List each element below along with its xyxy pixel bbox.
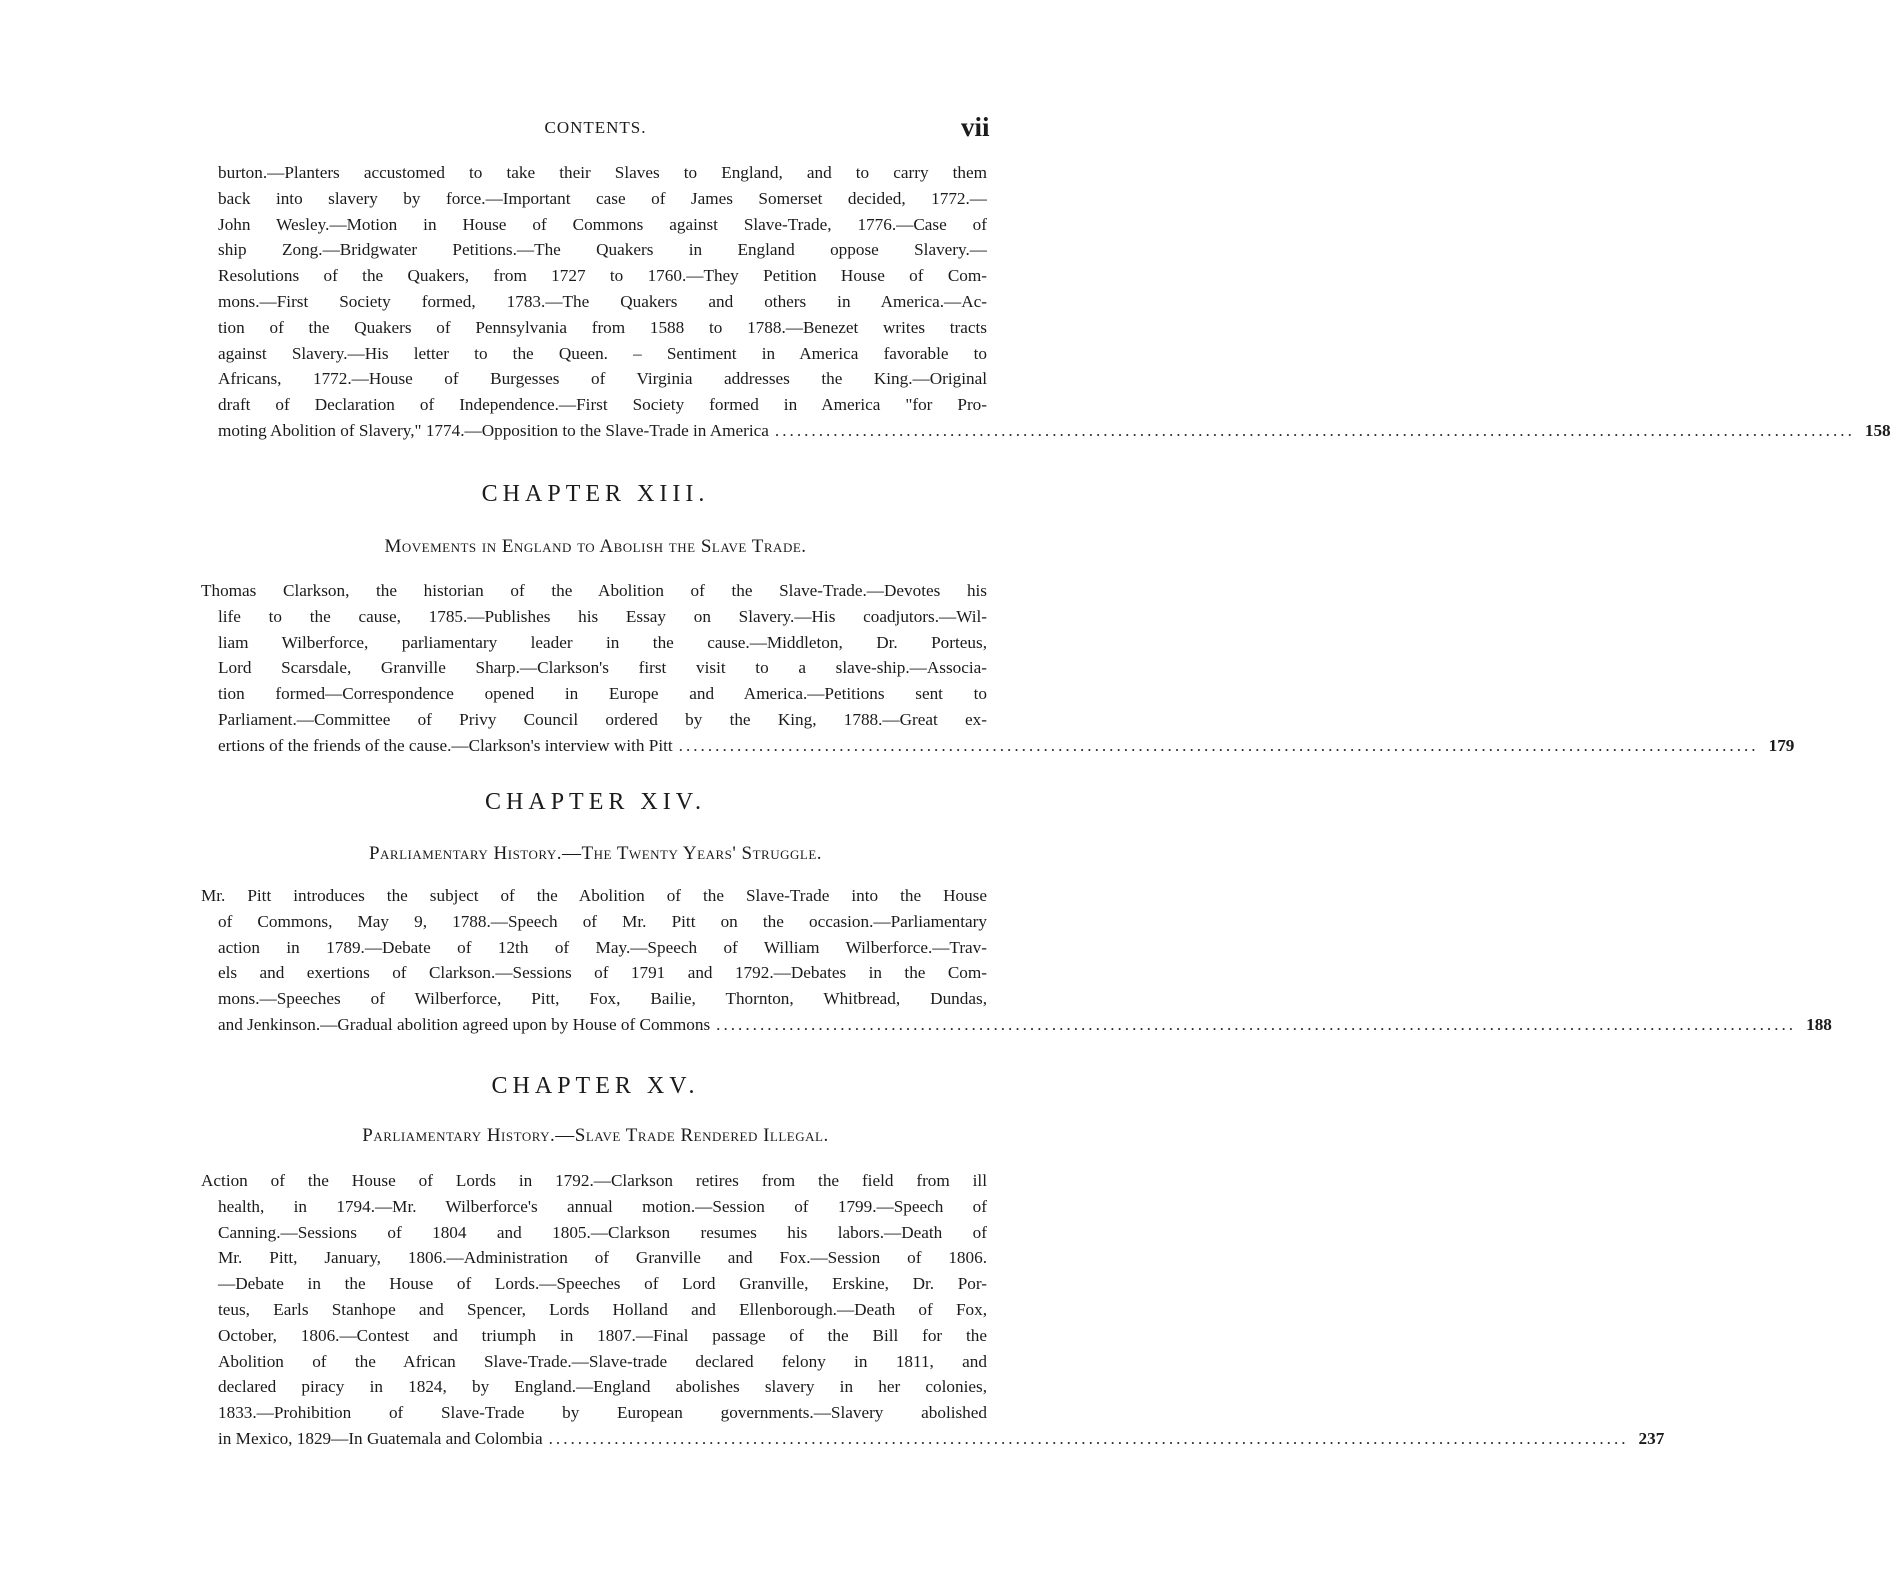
text-line: declared piracy in 1824, by England.—England abolishes slavery in her colonies, (218, 1377, 987, 1397)
text-line: ship Zong.—Bridgwater Petitions.—The Quakers in England oppose Slavery.— (218, 240, 987, 260)
toc-entry-last-line: in Mexico, 1829—In Guatemala and Colombia ..... 237 (218, 1426, 987, 1452)
toc-entry-last-line: ertions of the friends of the cause.—Clarkson's interview with Pitt ..... 179 (218, 733, 987, 759)
dot-leader (679, 733, 1759, 759)
text-line: back into slavery by force.—Important case of James Somerset decided, 1772.— (218, 188, 987, 208)
text-line: teus, Earls Stanhope and Spencer, Lords Holland and Ellenborough.—Death of Fox, (218, 1299, 987, 1319)
text-line: life to the cause, 1785.—Publishes his Essay on Slavery.—His coadjutors.—Wil- (218, 606, 987, 626)
text-line: Africans, 1772.—House of Burgesses of Virginia addresses the King.—Original (218, 369, 987, 389)
text-line: liam Wilberforce, parliamentary leader in the cause.—Middleton, Dr. Porteus, (218, 632, 987, 652)
chapter-xii-continuation (218, 160, 1891, 444)
text-line: John Wesley.—Motion in House of Commons against Slave-Trade, 1776.—Case of (218, 214, 987, 234)
dot-leader (549, 1426, 1629, 1452)
toc-entry-last-line: moting Abolition of Slavery," 1774.—Opposition to the Slave-Trade in America ..... 158 (218, 418, 987, 444)
chapter-summary (201, 883, 1832, 1038)
chapter-heading: CHAPTER XIV. (485, 789, 706, 815)
text-line: burton.—Planters accustomed to take their Slaves to England, and to carry them (218, 163, 987, 182)
text-line: of Commons, May 9, 1788.—Speech of Mr. Pitt on the occasion.—Parliamentary (218, 911, 987, 931)
text-line: tion of the Quakers of Pennsylvania from 1588 to 1788.—Benezet writes tracts (218, 317, 987, 337)
toc-page-ref: 158 (1864, 420, 1891, 440)
text-line: Thomas Clarkson, the historian of the Abolition of the Slave-Trade.—Devotes his (201, 581, 987, 600)
page-number: vii (961, 112, 990, 142)
toc-entry-last-line: and Jenkinson.—Gradual abolition agreed upon by House of Commons ..... 188 (218, 1012, 987, 1038)
text-line: Action of the House of Lords in 1792.—Clarkson retires from the field from ill (201, 1171, 987, 1190)
running-head (0, 112, 1191, 142)
running-title: CONTENTS. (544, 118, 647, 137)
text-line: —Debate in the House of Lords.—Speeches of Lord Granville, Erskine, Dr. Por- (218, 1274, 987, 1294)
text-line: draft of Declaration of Independence.—First Society formed in America "for Pro- (218, 395, 987, 415)
chapter-summary (201, 578, 1795, 759)
text-line: action in 1789.—Debate of 12th of May.—Speech of William Wilberforce.—Trav- (218, 937, 987, 957)
text-line: Abolition of the African Slave-Trade.—Slave-trade declared felony in 1811, and (218, 1351, 987, 1371)
text-line: 1833.—Prohibition of Slave-Trade by European governments.—Slavery abolished (218, 1403, 987, 1423)
text-line: Lord Scarsdale, Granville Sharp.—Clarkson's first visit to a slave-ship.—Associa- (218, 658, 987, 678)
chapter-subtitle: Parliamentary History.—The Twenty Years' Struggle. (368, 843, 823, 864)
text-line: mons.—First Society formed, 1783.—The Quakers and others in America.—Ac- (218, 291, 987, 311)
text-line: health, in 1794.—Mr. Wilberforce's annual motion.—Session of 1799.—Speech of (218, 1196, 987, 1216)
text-line: Mr. Pitt, January, 1806.—Administration of Granville and Fox.—Session of 1806. (218, 1248, 987, 1268)
chapter-subtitle: Parliamentary History.—Slave Trade Rendered Illegal. (362, 1125, 829, 1146)
toc-page-ref: 188 (1806, 1014, 1832, 1034)
dot-leader (716, 1012, 1796, 1038)
text-line: els and exertions of Clarkson.—Sessions of 1791 and 1792.—Debates in the Com- (218, 963, 987, 983)
chapter-heading: CHAPTER XV. (491, 1073, 700, 1099)
text-line: against Slavery.—His letter to the Queen. – Sentiment in America favorable to (218, 343, 987, 363)
text-line: Parliament.—Committee of Privy Council ordered by the King, 1788.—Great ex- (218, 709, 987, 729)
text-line: Canning.—Sessions of 1804 and 1805.—Clarkson resumes his labors.—Death of (218, 1222, 987, 1242)
toc-page-ref: 179 (1768, 735, 1795, 755)
text-line: tion formed—Correspondence opened in Europe and America.—Petitions sent to (218, 684, 987, 704)
text-line: Resolutions of the Quakers, from 1727 to 1760.—They Petition House of Com- (218, 266, 987, 286)
chapter-summary (201, 1168, 1665, 1452)
text-line: mons.—Speeches of Wilberforce, Pitt, Fox, Bailie, Thornton, Whitbread, Dundas, (218, 989, 987, 1009)
chapter-heading: CHAPTER XIII. (481, 481, 710, 507)
dot-leader (775, 418, 1855, 444)
text-line: October, 1806.—Contest and triumph in 1807.—Final passage of the Bill for the (218, 1325, 987, 1345)
toc-page-ref: 237 (1638, 1428, 1665, 1448)
text-line: Mr. Pitt introduces the subject of the Abolition of the Slave-Trade into the House (201, 886, 987, 905)
chapter-subtitle: Movements in England to Abolish the Slave Trade. (384, 536, 807, 557)
